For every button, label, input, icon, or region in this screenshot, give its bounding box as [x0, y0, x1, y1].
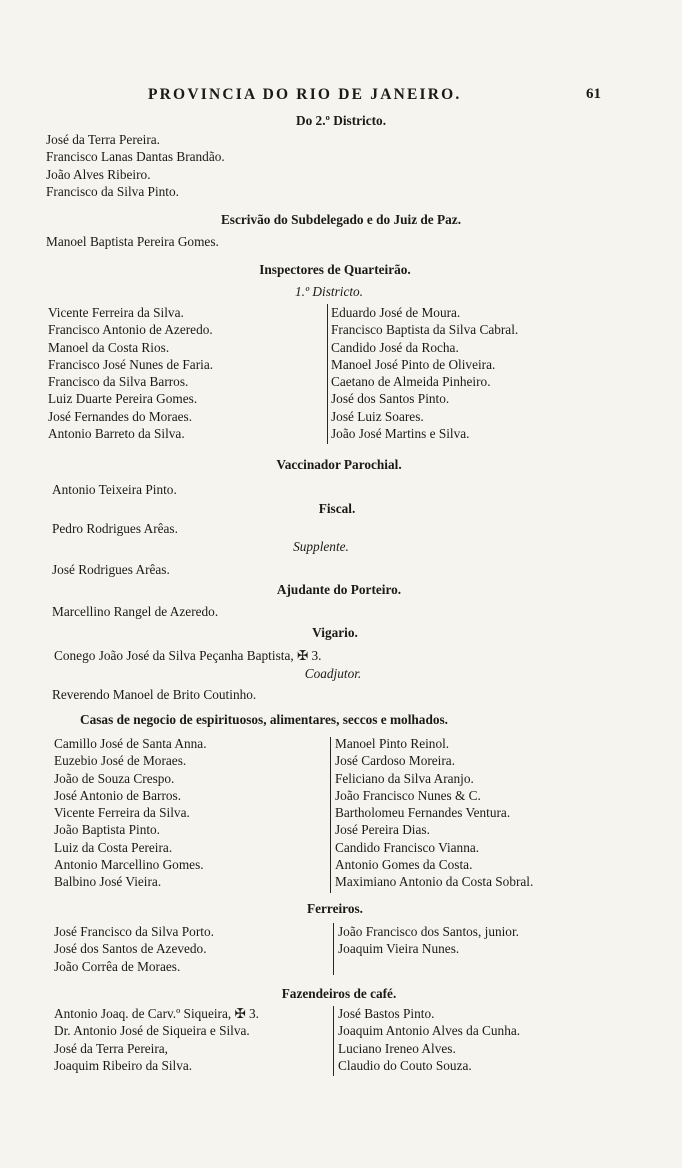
vigario-coadjutor-label: Coadjutor. [304, 666, 362, 681]
district2-heading: Do 2.º Districto. [295, 113, 387, 128]
list-item: Balbino José Vieira. [54, 874, 162, 890]
list-item: Joaquim Antonio Alves da Cunha. [338, 1023, 521, 1039]
list-item: Candido José da Rocha. [331, 339, 459, 355]
inspetores-left-column [48, 304, 213, 442]
list-item: Eduardo José de Moura. [331, 305, 461, 320]
ferreiros-heading: Ferreiros. [307, 901, 363, 916]
list-item: João Francisco dos Santos, junior. [338, 924, 519, 939]
list-item: Caetano de Almeida Pinheiro. [331, 374, 491, 390]
inspetores-right-column [331, 304, 518, 442]
fiscal-name: Pedro Rodrigues Arêas. [52, 521, 178, 536]
list-item: João Baptista Pinto. [54, 822, 161, 838]
list-item: Vicente Ferreira da Silva. [48, 305, 184, 320]
casas-heading: Casas de negocio de espirituosos, alimentares, seccos e molhados. [80, 712, 448, 727]
list-item: Francisco Antonio de Azeredo. [48, 322, 213, 338]
list-item: Antonio Marcellino Gomes. [54, 857, 204, 873]
list-item: João de Souza Crespo. [54, 770, 175, 786]
list-item: José Fernandes do Moraes. [48, 408, 193, 424]
list-item: João Alves Ribeiro. [46, 166, 151, 182]
list-item: João Francisco Nunes & C. [335, 787, 481, 803]
list-item: Antonio Barreto da Silva. [48, 426, 185, 442]
column-divider [327, 304, 328, 444]
fiscal-supplente-label: Supplente. [293, 539, 349, 554]
list-item: João Corrêa de Moraes. [54, 958, 181, 974]
fazendeiros-right-column [338, 1005, 520, 1074]
list-item: Bartholomeu Fernandes Ventura. [335, 805, 511, 821]
list-item: José Cardoso Moreira. [335, 753, 456, 769]
ferreiros-left-column [54, 923, 214, 975]
escrivao-name: Manoel Baptista Pereira Gomes. [46, 234, 219, 249]
list-item: Francisco da Silva Barros. [48, 374, 189, 390]
column-divider [330, 737, 331, 893]
list-item: José Antonio de Barros. [54, 787, 182, 803]
list-item: Antonio Gomes da Costa. [335, 857, 473, 873]
vigario-heading: Vigario. [312, 625, 358, 640]
list-item: Camillo José de Santa Anna. [54, 736, 207, 751]
list-item: José Bastos Pinto. [338, 1006, 435, 1021]
list-item: José dos Santos Pinto. [331, 391, 450, 407]
list-item: José Francisco da Silva Porto. [54, 924, 214, 939]
list-item: Candido Francisco Vianna. [335, 839, 480, 855]
list-item: Francisco Baptista da Silva Cabral. [331, 322, 519, 338]
fazendeiros-left-column [54, 1005, 259, 1074]
ferreiros-right-column [338, 923, 519, 958]
page-header-title: PROVINCIA DO RIO DE JANEIRO. [148, 86, 462, 103]
list-item: Joaquim Vieira Nunes. [338, 941, 460, 957]
list-item: Luiz da Costa Pereira. [54, 839, 173, 855]
list-item: Vicente Ferreira da Silva. [54, 805, 190, 821]
list-item: José da Terra Pereira, [54, 1040, 169, 1056]
list-item: José Pereira Dias. [335, 822, 430, 838]
vigario-name: Conego João José da Silva Peçanha Baptista, ✠ 3. [54, 648, 322, 663]
list-item: Feliciano da Silva Aranjo. [335, 770, 474, 786]
list-item: Luiz Duarte Pereira Gomes. [48, 391, 198, 407]
page-number: 61 [586, 86, 601, 102]
list-item: Euzebio José de Moraes. [54, 753, 187, 769]
list-item: Maximiano Antonio da Costa Sobral. [335, 874, 534, 890]
inspetores-heading: Inspectores de Quarteirão. [259, 262, 411, 277]
column-divider [333, 1006, 334, 1076]
list-item: Claudio do Couto Souza. [338, 1057, 472, 1073]
district2-list [46, 131, 225, 200]
escrivao-heading: Escrivão do Subdelegado e do Juiz de Paz. [220, 212, 462, 227]
vigario-coadjutor-name: Reverendo Manoel de Brito Coutinho. [52, 687, 257, 702]
column-divider [333, 923, 334, 975]
list-item: José dos Santos de Azevedo. [54, 941, 207, 957]
ajudante-heading: Ajudante do Porteiro. [276, 582, 402, 597]
list-item: Luciano Ireneo Alves. [338, 1040, 456, 1056]
list-item: Antonio Joaq. de Carv.º Siqueira, ✠ 3. [54, 1006, 259, 1021]
list-item: Francisco Lanas Dantas Brandão. [46, 149, 225, 165]
vaccinador-heading: Vaccinador Parochial. [276, 457, 402, 472]
list-item: Dr. Antonio José de Siqueira e Silva. [54, 1023, 250, 1039]
list-item: Francisco da Silva Pinto. [46, 183, 179, 199]
ajudante-name: Marcellino Rangel de Azeredo. [52, 604, 219, 619]
fazendeiros-heading: Fazendeiros de café. [281, 986, 397, 1001]
fiscal-heading: Fiscal. [318, 501, 356, 516]
list-item: José da Terra Pereira. [46, 132, 161, 147]
list-item: Manoel José Pinto de Oliveira. [331, 356, 496, 372]
vaccinador-name: Antonio Teixeira Pinto. [52, 482, 177, 497]
casas-left-column [54, 735, 207, 891]
list-item: Manoel da Costa Rios. [48, 339, 170, 355]
casas-right-column [335, 735, 533, 891]
inspetores-subheading: 1.º Districto. [294, 284, 364, 299]
list-item: José Luiz Soares. [331, 408, 424, 424]
list-item: João José Martins e Silva. [331, 426, 470, 442]
list-item: Joaquim Ribeiro da Silva. [54, 1057, 193, 1073]
list-item: Manoel Pinto Reinol. [335, 736, 450, 751]
fiscal-supplente-name: José Rodrigues Arêas. [52, 562, 170, 577]
list-item: Francisco José Nunes de Faria. [48, 356, 214, 372]
